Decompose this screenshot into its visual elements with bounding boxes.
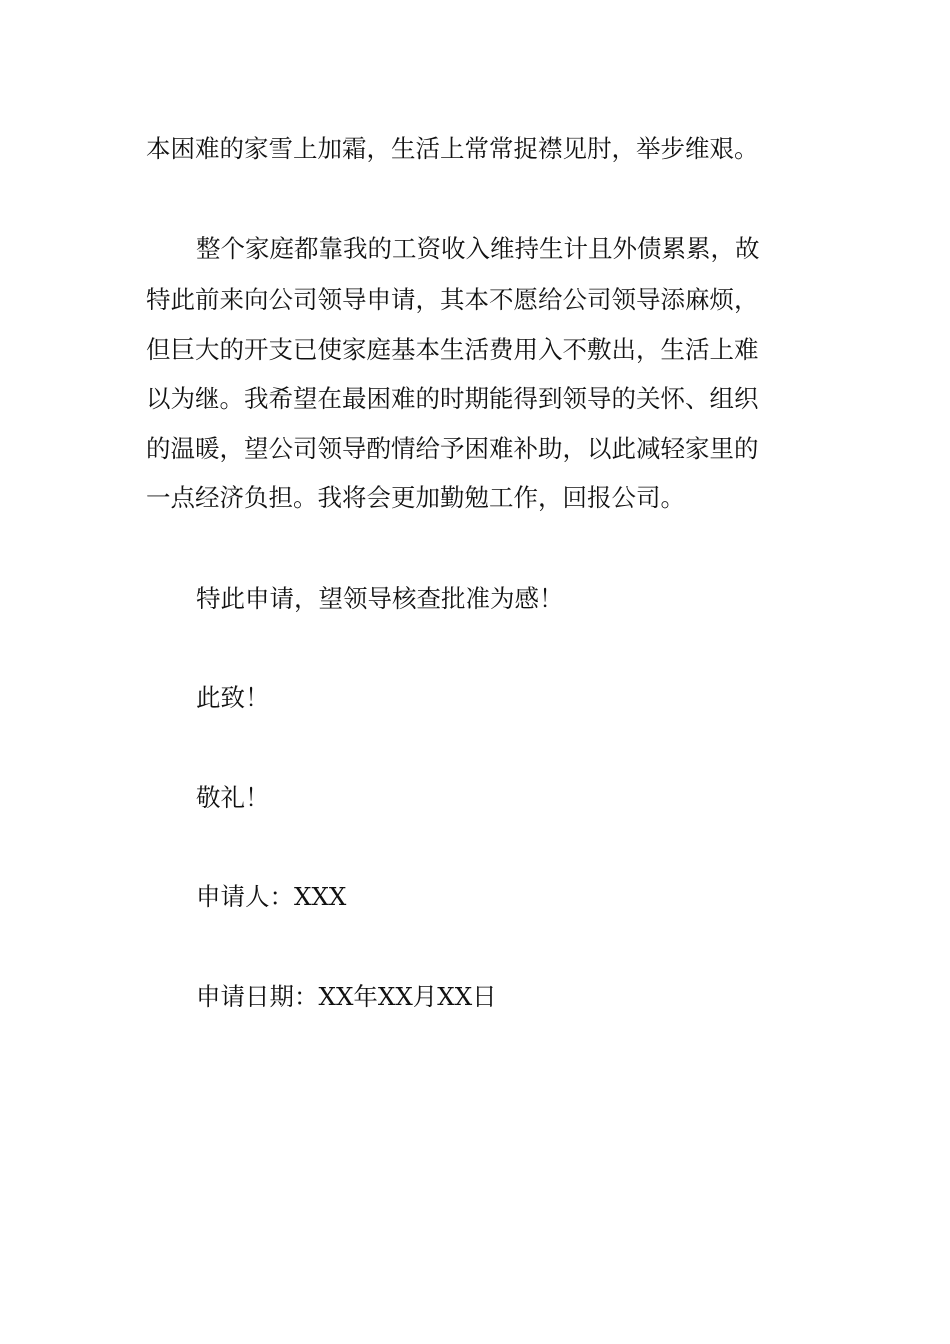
- paragraph-line: 但巨大的开支已使家庭基本生活费用入不敷出，生活上难: [146, 335, 759, 364]
- paragraph-line: 以为继。我希望在最困难的时期能得到领导的关怀、组织: [146, 384, 759, 413]
- request-line: 特此申请，望领导核查批准为感！: [196, 584, 564, 613]
- paragraph-line: 整个家庭都靠我的工资收入维持生计且外债累累，故: [196, 234, 760, 263]
- closing-regards: 敬礼！: [196, 783, 270, 812]
- paragraph-line: 一点经济负担。我将会更加勤勉工作，回报公司。: [146, 483, 685, 512]
- paragraph-line: 特此前来向公司领导申请，其本不愿给公司领导添麻烦，: [146, 285, 759, 314]
- paragraph-line: 本困难的家雪上加霜，生活上常常捉襟见肘，举步维艰。: [146, 134, 759, 163]
- application-date: 申请日期：XX年XX月XX日: [196, 982, 497, 1011]
- paragraph-line: 的温暖，望公司领导酌情给予困难补助，以此减轻家里的: [146, 434, 759, 463]
- closing-salutation: 此致！: [196, 683, 270, 712]
- applicant-name: 申请人：XXX: [196, 882, 347, 911]
